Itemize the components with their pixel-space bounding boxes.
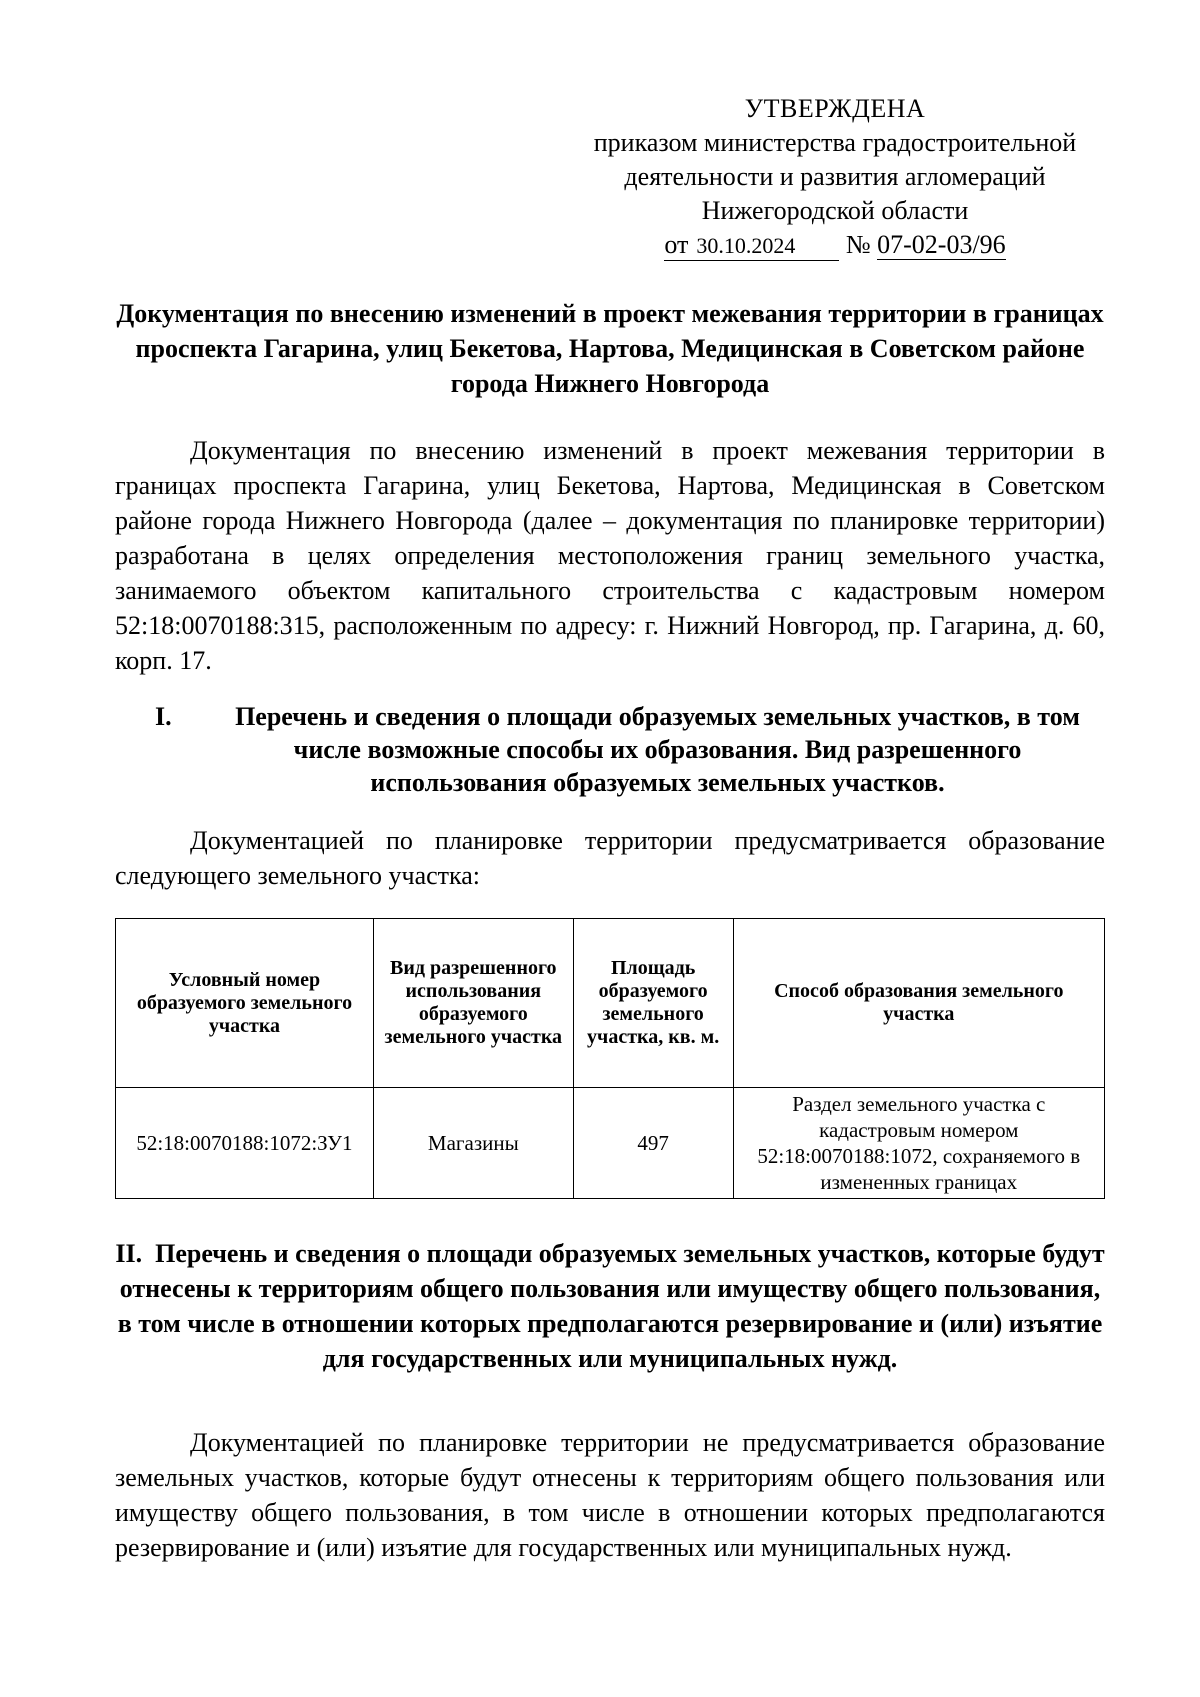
number-prefix: № (845, 230, 871, 259)
section-2-numeral: II. (115, 1239, 143, 1268)
section-1-numeral: I. (155, 702, 172, 731)
intro-paragraph: Документация по внесению изменений в проект межевания территории в границах проспекта Гагарина, улиц Бекетова, Нартова, Медицинская в Советском районе города Нижнего Новгорода (далее – документация по планировке территории) разработана в целях определения местоположения границ земельного участка, занимаемого объектом капитального строительства с кадастровым номером 52:18:0070188:315, расположенным по адресу: г. Нижний Новгород, пр. Гагарина, д. 60, корп. 17. (115, 436, 1105, 675)
header-formation-method: Способ образования земельного участка (733, 919, 1104, 1088)
cell-formation-method: Раздел земельного участка с кадастровым номером 52:18:0070188:1072, сохраняемого в измененных границах (733, 1088, 1104, 1199)
cell-area: 497 (573, 1088, 733, 1199)
section-1-heading-text: Перечень и сведения о площади образуемых земельных участков, в том числе возможные способы их образования. Вид разрешенного использования образуемых земельных участков. (235, 702, 1080, 797)
table-row (116, 1088, 1105, 1199)
cell-plot-number: 52:18:0070188:1072:ЗУ1 (116, 1088, 374, 1199)
document-title: Документация по внесению изменений в проект межевания территории в границах проспекта Гагарина, улиц Бекетова, Нартова, Медицинская в Советском районе города Нижнего Новгорода (116, 299, 1104, 398)
date-prefix: от (664, 230, 689, 259)
order-number: 07-02-03/96 (877, 230, 1006, 259)
section-2-paragraph: Документацией по планировке территории не предусматривается образование земельных участков, которые будут отнесены к территориям общего пользования или имуществу общего пользования, в том числе в отношении которых предполагаются резервирование и (или) изъятие для государственных или муниципальных нужд. (115, 1428, 1105, 1562)
section-2-heading (115, 1236, 1105, 1376)
order-date-number (565, 228, 1105, 262)
header-plot-number: Условный номер образуемого земельного участка (116, 919, 374, 1088)
order-date-field (664, 231, 839, 261)
approval-line-1: приказом министерства градостроительной (593, 128, 1077, 157)
approval-title: УТВЕРЖДЕНА (744, 94, 926, 123)
order-date: 30.10.2024 (696, 233, 796, 258)
section-1-body (115, 823, 1105, 893)
section-1-heading (115, 700, 1105, 799)
cell-permitted-use: Магазины (373, 1088, 573, 1199)
section-2-body (115, 1425, 1105, 1565)
approval-line-2: деятельности и развития агломераций (624, 162, 1046, 191)
section-2-heading-text: Перечень и сведения о площади образуемых земельных участков, которые будут отнесены к территориям общего пользования или имуществу общего пользования, в том числе в отношении которых предполагаются резервирование и (или) изъятие для государственных или муниципальных нужд. (117, 1239, 1105, 1373)
approval-block (565, 92, 1105, 262)
header-area: Площадь образуемого земельного участка, кв. м. (573, 919, 733, 1088)
section-1-paragraph: Документацией по планировке территории предусматривается образование следующего земельного участка: (115, 826, 1105, 890)
land-plots-table (115, 918, 1105, 1199)
header-permitted-use: Вид разрешенного использования образуемого земельного участка (373, 919, 573, 1088)
intro-section (115, 433, 1105, 678)
table-header-row (116, 919, 1105, 1088)
approval-line-3: Нижегородской области (701, 196, 969, 225)
